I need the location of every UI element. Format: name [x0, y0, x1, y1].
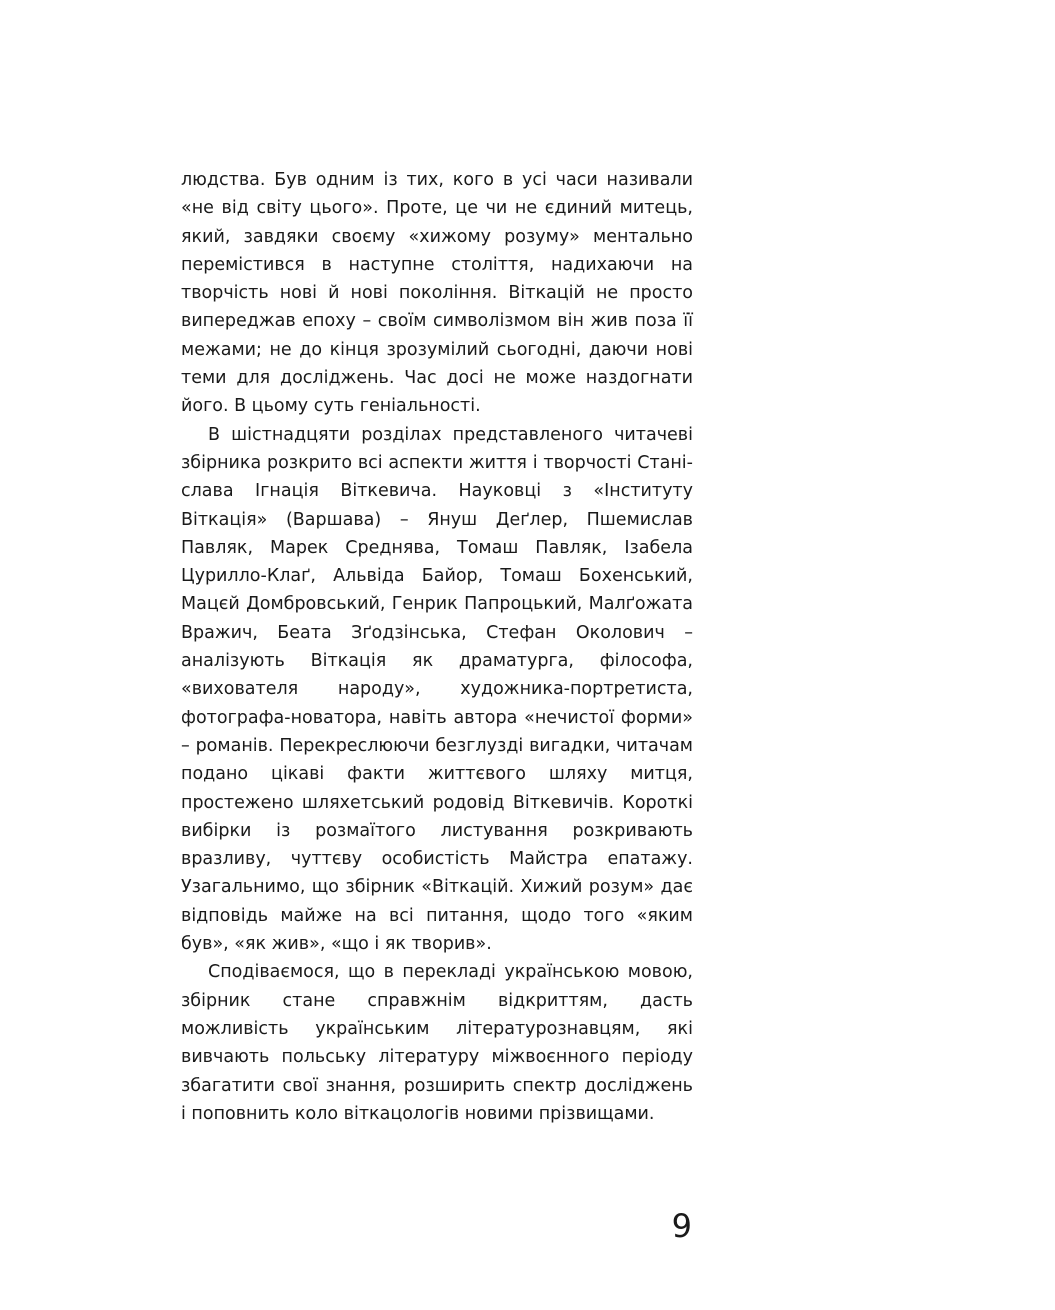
paragraph-continuation: людства. Був одним із тих, кого в усі часи називали «не від світу цього». Проте, це чи не єдиний митець, який, завдяки своєму «хижому розуму» ментально перемістився в наступне століття, надихаючи на творчість нові й нові покоління. Віткацій не просто випереджав епоху – своїм символізмом він жив поза її межами; не до кінця зрозумілий сьогодні, даючи нові теми для досліджень. Час досі не може наздогнати його. В цьому суть геніальності.	[181, 170, 693, 417]
paragraph-translation-hope: Сподіваємося, що в перекладі українською мовою, збірник стане справжнім відкриттям, дасть можливість українським літературознавцям, які вивчають польську літературу міжвоєнного періоду збагатити свої знання, розширить спектр досліджень і поповнить коло віткацологів новими прізвищами.	[181, 962, 693, 1124]
body-text	[181, 166, 693, 1128]
page-number: 9	[671, 1207, 692, 1245]
paragraph-collection-overview: В шістнадцяти розділах представленого читачеві збірника розкрито всі аспекти життя і творчості Станіслава Ігнація Віткевича. Науковці з «Інституту Віткація» (Варшава) – Януш Деґлер, Пшемислав Павляк, Марек Среднява, Томаш Павляк, Ізабела Цурилло-Клаґ, Альвіда Байор, Томаш Бохенський, Мацєй Домбровський, Генрик Папроцький, Малґожата Вражич, Беата Зґодзінська, Стефан Околович – аналізують Віткація як драматурга, філософа, «вихователя народу», художника-портретиста, фотографа-новатора, навіть автора «нечистої форми» – романів. Перекреслюючи безглузді вигадки, читачам подано цікаві факти життєвого шляху митця, простежено шляхетський родовід Віткевичів. Короткі вибірки із розмаїтого листування розкривають вразливу, чуттєву особистість Майстра епатажу. Узагальнимо, що збірник «Віткацій. Хижий розум» дає відповідь майже на всі питання, щодо того «яким був», «як жив», «що і як творив».	[181, 424, 693, 955]
